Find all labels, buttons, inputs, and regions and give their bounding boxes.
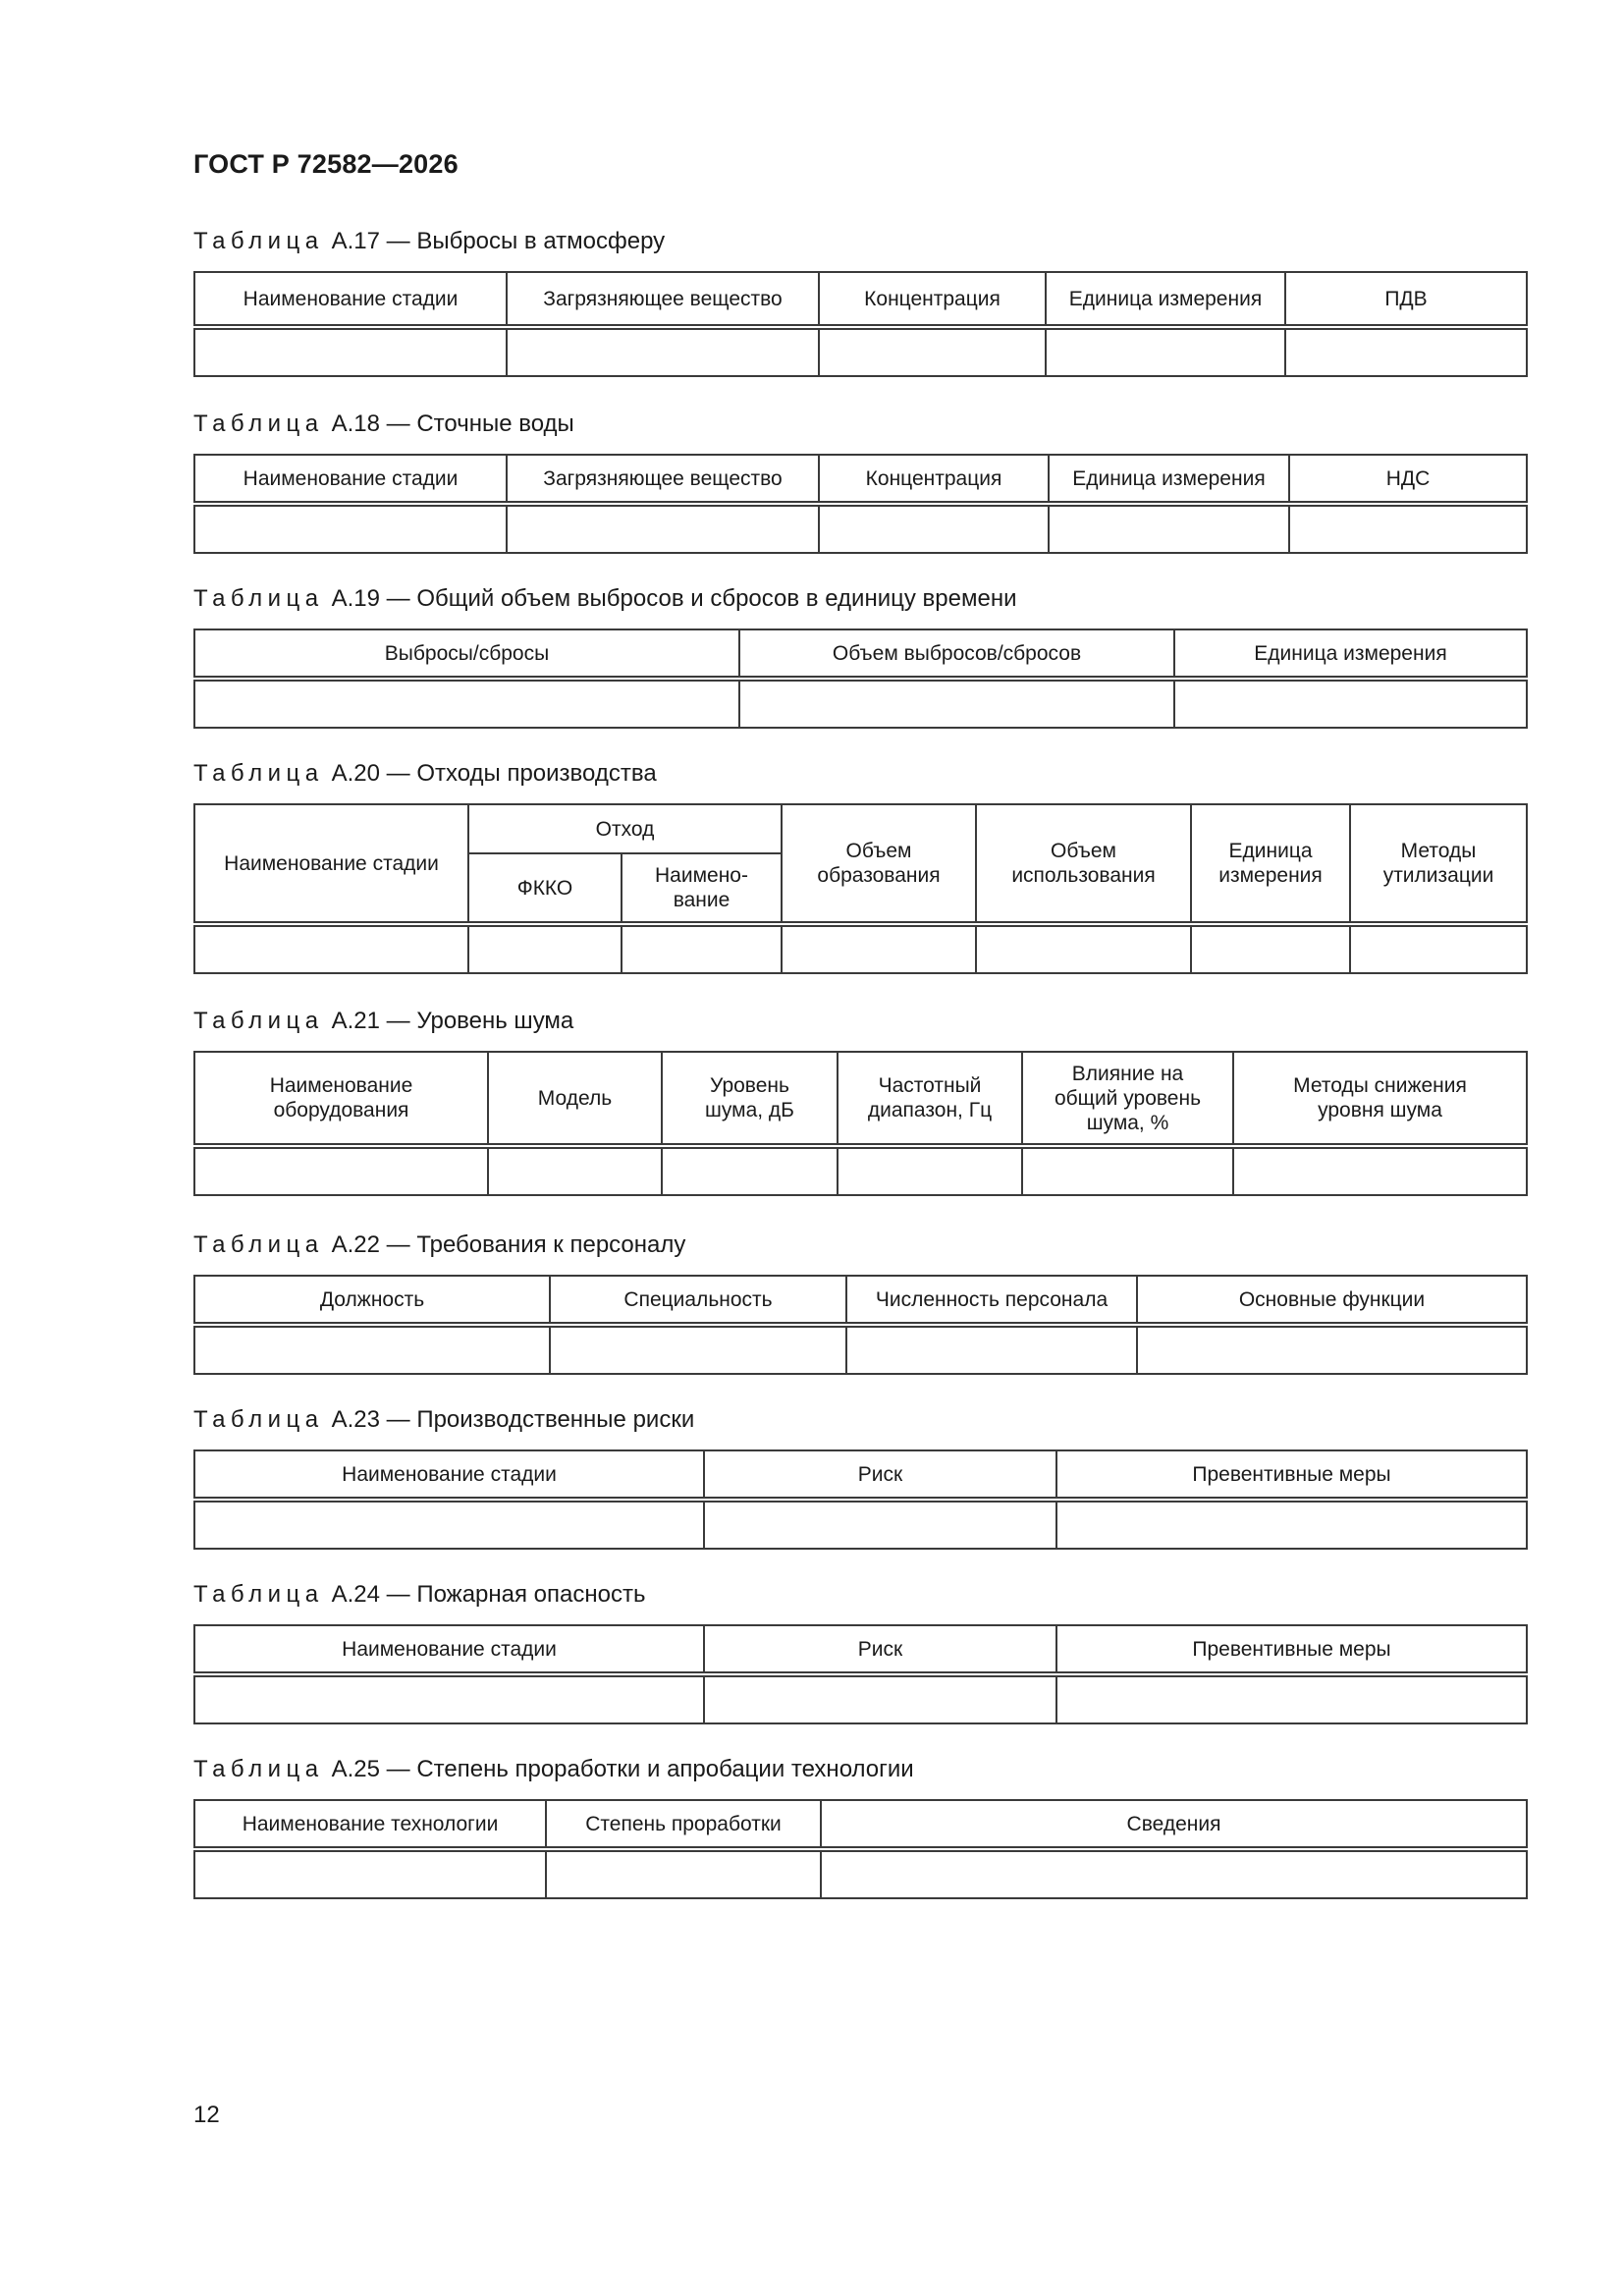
table-caption-text: А.21 — Уровень шума: [331, 1008, 574, 1034]
table-a23: [193, 1449, 1528, 1550]
table-cell: [194, 1674, 704, 1723]
table-cell: [546, 1849, 821, 1898]
column-header: Методы утилизации: [1350, 804, 1527, 924]
document-title: ГОСТ Р 72582—2026: [193, 149, 459, 179]
column-header: Единица измерения: [1191, 804, 1350, 924]
column-header: Объем образования: [782, 804, 976, 924]
column-header: Единица измерения: [1049, 455, 1289, 504]
table-cell: [739, 679, 1174, 728]
table-cell: [821, 1849, 1527, 1898]
column-header: Степень проработки: [546, 1800, 821, 1849]
table-a19: [193, 629, 1528, 729]
table-cell: [1233, 1146, 1527, 1195]
table-a20: [193, 803, 1528, 974]
table-a25: [193, 1799, 1528, 1899]
table-a21: [193, 1051, 1528, 1196]
column-header: Наименование оборудования: [194, 1052, 488, 1146]
column-header: Единица измерения: [1174, 629, 1527, 679]
table-cell: [194, 1500, 704, 1549]
column-header: Загрязняющее вещество: [507, 272, 819, 327]
table-caption-a20: [193, 760, 657, 788]
column-header: Численность персонала: [846, 1276, 1137, 1325]
table-label: Таблица: [193, 1008, 324, 1034]
column-header: Наименование технологии: [194, 1800, 546, 1849]
table-cell: [468, 924, 622, 973]
table-cell: [1350, 924, 1527, 973]
table-a17: [193, 271, 1528, 377]
table-cell: [819, 504, 1049, 553]
table-label: Таблица: [193, 228, 324, 254]
table-label: Таблица: [193, 585, 324, 612]
table-caption-text: А.17 — Выбросы в атмосферу: [331, 228, 666, 254]
table-caption-text: А.19 — Общий объем выбросов и сбросов в единицу времени: [331, 585, 1017, 612]
column-header: Концентрация: [819, 455, 1049, 504]
table-cell: [704, 1674, 1056, 1723]
table-caption-text: А.22 — Требования к персоналу: [331, 1231, 686, 1258]
column-header: Концентрация: [819, 272, 1046, 327]
column-header: Наименование стадии: [194, 272, 507, 327]
column-group-header: Отход: [468, 804, 782, 853]
table-cell: [1022, 1146, 1233, 1195]
column-header: Риск: [704, 1450, 1056, 1500]
column-header: Риск: [704, 1625, 1056, 1674]
column-header: Наименование стадии: [194, 1625, 704, 1674]
table-caption-a24: [193, 1581, 645, 1609]
table-cell: [1285, 327, 1527, 376]
table-cell: [782, 924, 976, 973]
column-header: Объем выбросов/сбросов: [739, 629, 1174, 679]
table-cell: [622, 924, 782, 973]
table-label: Таблица: [193, 1231, 324, 1258]
table-cell: [194, 679, 739, 728]
column-header: Наименование стадии: [194, 804, 468, 924]
column-header: ПДВ: [1285, 272, 1527, 327]
table-caption-a18: [193, 410, 574, 438]
table-cell: [194, 1146, 488, 1195]
table-caption-a22: [193, 1231, 685, 1259]
table-label: Таблица: [193, 410, 324, 437]
column-header: Уровень шума, дБ: [662, 1052, 838, 1146]
column-header: Частотный диапазон, Гц: [838, 1052, 1022, 1146]
table-cell: [1046, 327, 1285, 376]
column-header: Превентивные меры: [1056, 1625, 1527, 1674]
table-cell: [819, 327, 1046, 376]
table-cell: [194, 924, 468, 973]
table-caption-a21: [193, 1008, 573, 1035]
column-header: Должность: [194, 1276, 550, 1325]
column-header: Сведения: [821, 1800, 1527, 1849]
table-cell: [507, 504, 819, 553]
column-header: Загрязняющее вещество: [507, 455, 819, 504]
table-cell: [1191, 924, 1350, 973]
table-caption-text: А.18 — Сточные воды: [331, 410, 574, 437]
table-caption-text: А.20 — Отходы производства: [331, 760, 657, 787]
column-header: Методы снижения уровня шума: [1233, 1052, 1527, 1146]
table-label: Таблица: [193, 1406, 324, 1433]
column-header: Наименование стадии: [194, 1450, 704, 1500]
table-caption-a23: [193, 1406, 694, 1434]
table-a24: [193, 1624, 1528, 1724]
page-number: 12: [193, 2102, 220, 2128]
table-cell: [550, 1325, 846, 1374]
table-cell: [976, 924, 1191, 973]
table-cell: [194, 1849, 546, 1898]
table-cell: [194, 327, 507, 376]
column-header: Превентивные меры: [1056, 1450, 1527, 1500]
table-caption-text: А.24 — Пожарная опасность: [331, 1581, 646, 1608]
column-header: Модель: [488, 1052, 662, 1146]
table-cell: [507, 327, 819, 376]
column-header: Выбросы/сбросы: [194, 629, 739, 679]
table-cell: [1174, 679, 1527, 728]
table-cell: [1056, 1674, 1527, 1723]
column-header: Наимено- вание: [622, 853, 782, 924]
column-header: Единица измерения: [1046, 272, 1285, 327]
column-header: ФККО: [468, 853, 622, 924]
column-header: Объем использования: [976, 804, 1191, 924]
table-cell: [846, 1325, 1137, 1374]
table-caption-a17: [193, 228, 665, 255]
table-label: Таблица: [193, 1581, 324, 1608]
table-cell: [1056, 1500, 1527, 1549]
table-caption-a19: [193, 585, 1016, 613]
table-a22: [193, 1275, 1528, 1375]
table-cell: [704, 1500, 1056, 1549]
table-cell: [488, 1146, 662, 1195]
table-caption-text: А.23 — Производственные риски: [331, 1406, 695, 1433]
table-caption-a25: [193, 1756, 914, 1783]
table-cell: [1289, 504, 1527, 553]
table-cell: [194, 504, 507, 553]
column-header: Наименование стадии: [194, 455, 507, 504]
table-cell: [838, 1146, 1022, 1195]
table-a18: [193, 454, 1528, 554]
table-label: Таблица: [193, 760, 324, 787]
table-cell: [1137, 1325, 1527, 1374]
table-caption-text: А.25 — Степень проработки и апробации технологии: [331, 1756, 914, 1782]
column-header: НДС: [1289, 455, 1527, 504]
column-header: Основные функции: [1137, 1276, 1527, 1325]
column-header: Влияние на общий уровень шума, %: [1022, 1052, 1233, 1146]
column-header: Специальность: [550, 1276, 846, 1325]
table-cell: [662, 1146, 838, 1195]
table-cell: [194, 1325, 550, 1374]
table-label: Таблица: [193, 1756, 324, 1782]
table-cell: [1049, 504, 1289, 553]
